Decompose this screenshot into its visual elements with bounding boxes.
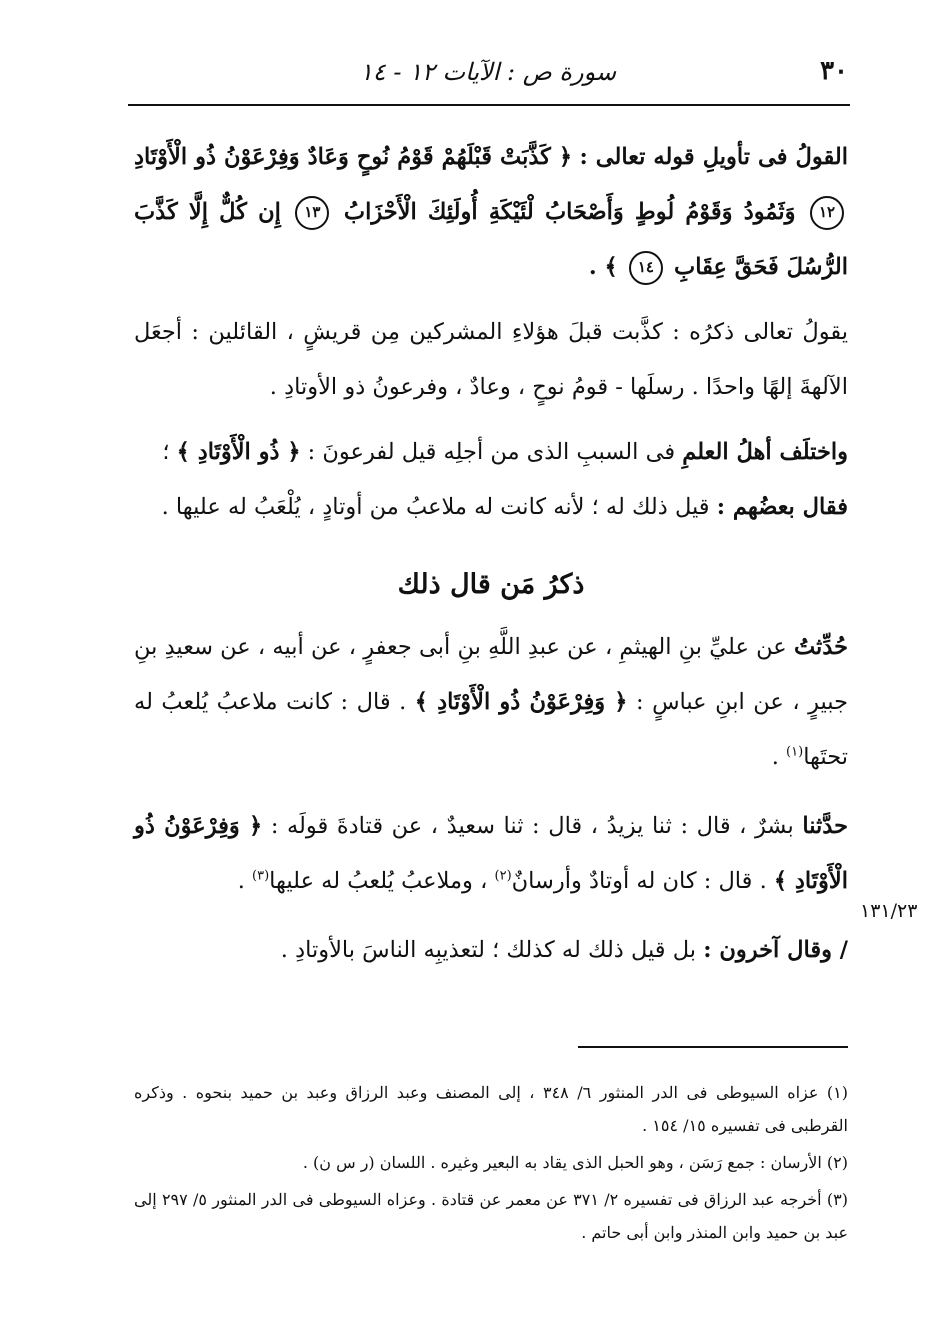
- margin-reference: ١٣١/٢٣: [860, 900, 918, 922]
- paragraph-text: . قال : كانت ملاعبُ يُلعبُ له تحتَها: [134, 689, 848, 770]
- paragraph-lead: القولُ فى تأويلِ قوله تعالى :: [579, 144, 849, 170]
- paragraph-text: . قال : كان له أوتادٌ وأرسانٌ: [511, 868, 767, 894]
- quran-verse: وَثَمُودُ وَقَوْمُ لُوطٍ وَأَصْحَابُ لْئَيْكَةِ أُولَئِكَ الْأَحْزَابُ: [343, 199, 796, 225]
- quran-verse: ﴿ كَذَّبَتْ قَبْلَهُمْ قَوْمُ نُوحٍ وَعَادٌ وَفِرْعَوْنُ ذُو الْأَوْتَادِ: [134, 144, 573, 170]
- footnote-ref-3[interactable]: (٣): [252, 868, 270, 884]
- paragraph-text: بل قيل ذلك له كذلك ؛ لتعذيبِه الناسَ بالأوتادِ .: [280, 937, 697, 963]
- ayah-number-12: ١٢: [810, 196, 844, 230]
- paragraph-text: بشرٌ ، قال : ثنا يزيدُ ، قال : ثنا سعيدٌ ، عن قتادةَ قولَه :: [270, 813, 794, 839]
- ayah-number-14: ١٤: [629, 251, 663, 285]
- paragraph-text: .: [771, 744, 779, 770]
- paragraph-verse: [134, 130, 848, 295]
- main-text: [134, 130, 848, 978]
- quran-quote: ﴿ ذُو الْأَوْتَادِ ﴾: [176, 439, 301, 465]
- quran-quote: ﴿ وَفِرْعَوْنُ ذُو الْأَوْتَادِ ﴾: [414, 689, 628, 715]
- paragraph-text: ؛: [162, 439, 170, 465]
- paragraph-narration-2: [134, 799, 848, 909]
- paragraph-lead: فقال بعضُهم :: [716, 494, 848, 520]
- paragraph-lead: / وقال آخرون :: [703, 937, 848, 963]
- footnote-1: (١) عزاه السيوطى فى الدر المنثور ٦/ ٣٤٨ ، إلى المصنف وعبد الرزاق وعبد بن حميد بنحوه . وذكره القرطبى فى تفسيره ١٥/ ١٥٤ .: [134, 1083, 848, 1135]
- paragraph-second-opinion: [134, 923, 848, 978]
- header-rule: [128, 104, 850, 106]
- paragraph-lead: واختلَف أهلُ العلمِ: [682, 439, 848, 465]
- quran-quote: ﴿ وَفِرْعَوْنُ ذُو الْأَوْتَادِ ﴾: [134, 813, 848, 894]
- ayah-number-13: ١٣: [295, 196, 329, 230]
- paragraph-text: فى السببِ الذى من أجلِه قيل لفرعونَ :: [307, 439, 676, 465]
- paragraph-disagreement: [134, 425, 848, 480]
- paragraph-text: عن عليِّ بنِ الهيثمِ ، عن عبدِ اللَّهِ بنِ أبى جعفرٍ ، عن أبيه ، عن سعيدِ بنِ جبيرٍ ، عن ابنِ عباسٍ :: [134, 634, 848, 715]
- paragraph-lead: حدَّثنا: [802, 813, 849, 839]
- footnote-2: (٢) الأرسان : جمع رَسَن ، وهو الحبل الذى يقاد به البعير وغيره . اللسان (ر س ن) .: [302, 1153, 848, 1172]
- paragraph-text: ، وملاعبُ يُلعبُ له عليها: [269, 868, 488, 894]
- quran-verse: إِن كُلٌّ إِلَّا كَذَّبَ الرُّسُلَ فَحَقَّ عِقَابِ: [134, 199, 848, 280]
- paragraph-commentary: يقولُ تعالى ذكرُه : كذَّبت قبلَ هؤلاءِ المشركين مِن قريشٍ ، القائلين : أجعَل الآلهةَ إلهًا واحدًا . رسلَها - قومُ نوحٍ ، وعادٌ ، وفرعونُ ذو الأوتادِ .: [134, 319, 848, 400]
- running-title: سورة ص : الآيات ١٢ - ١٤: [359, 58, 617, 86]
- footnote-ref-1[interactable]: (١): [786, 744, 804, 760]
- page-number: ٣٠: [820, 56, 848, 86]
- paragraph-narration-1: [134, 620, 848, 785]
- paragraph-lead: حُدِّثتُ: [793, 634, 849, 660]
- quran-verse-end: ﴾ .: [588, 254, 618, 280]
- paragraph-text: قيل ذلك له ؛ لأنه كانت له ملاعبُ من أوتادٍ ، يُلْعَبُ له عليها .: [161, 494, 710, 520]
- footnote-ref-2[interactable]: (٢): [494, 868, 512, 884]
- paragraph-first-opinion: [134, 480, 848, 535]
- section-heading: ذكرُ مَن قال ذلك: [397, 569, 585, 600]
- footnote-rule: [578, 1046, 848, 1048]
- footnotes: [134, 1076, 848, 1253]
- paragraph-text: .: [237, 868, 245, 894]
- page-header: [128, 52, 848, 98]
- footnote-3: (٣) أخرجه عبد الرزاق فى تفسيره ٢/ ٣٧١ عن معمر عن قتادة . وعزاه السيوطى فى الدر المنثور ٥/ ٢٩٧ إلى عبد بن حميد وابن المنذر وابن أبى حاتم .: [134, 1190, 848, 1242]
